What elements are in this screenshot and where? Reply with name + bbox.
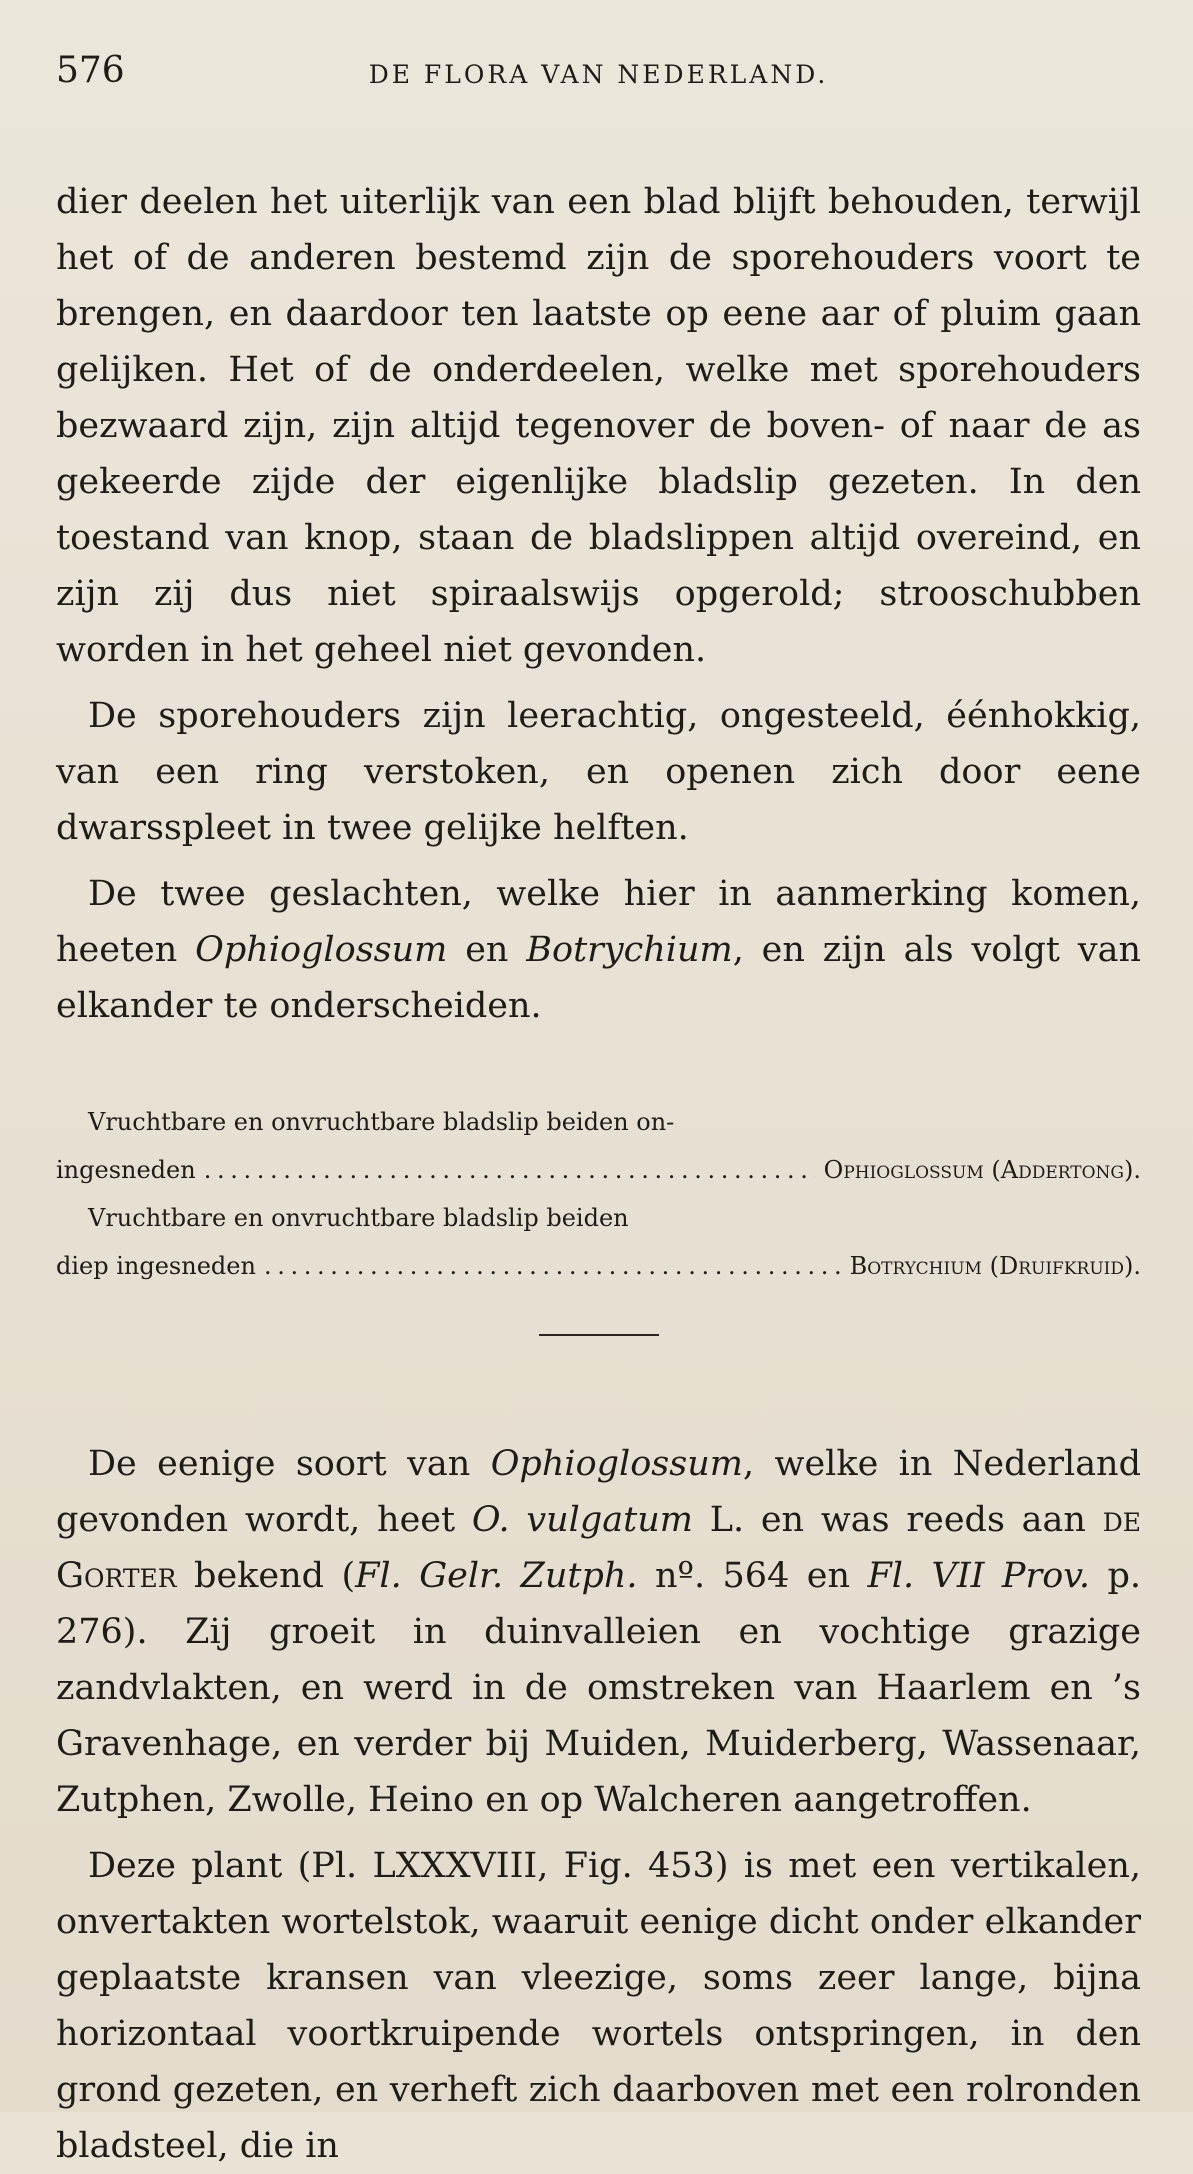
- dot-leader: [264, 1242, 842, 1290]
- key-entry-line: [56, 1146, 1141, 1194]
- key-entry-text: Vruchtbare en onvruchtbare bladslip beiden: [88, 1204, 629, 1232]
- running-head: [56, 40, 1141, 100]
- key-entry-result: Ophioglossum (Addertong).: [823, 1156, 1141, 1184]
- text-run: nº. 564 en: [637, 1556, 868, 1596]
- author-name: de Gorter: [56, 1500, 1141, 1596]
- genus-name-botrychium: Botrychium: [526, 930, 733, 970]
- text-run: L. en was reeds aan: [692, 1500, 1103, 1540]
- text-run: , en zijn als volgt van elkander te onderscheiden.: [56, 930, 1141, 1026]
- text-run: , welke in Nederland gevonden wordt, heet: [56, 1444, 1142, 1540]
- section-divider: [539, 1334, 659, 1336]
- species-name: O. vulgatum: [471, 1500, 693, 1540]
- identification-key: [56, 1098, 1141, 1290]
- key-entry: [56, 1098, 1141, 1194]
- text-run: De eenige soort van: [88, 1444, 491, 1484]
- key-entry-continuation: diep ingesneden: [56, 1252, 256, 1280]
- paragraph-plant-description: Deze plant (Pl. LXXXVIII, Fig. 453) is met een vertikalen, onvertakten wortelstok, waaruit eenige dicht onder elkander geplaatste kransen van vleezige, soms zeer lange, bijna horizontaal voortkruipende wortels ontspringen, in den grond gezeten, en verheft zich daarboven met een rolronden bladsteel, die in: [56, 1846, 1141, 2166]
- text-run: en: [447, 930, 527, 970]
- page-number: 576: [56, 50, 125, 91]
- paragraph-ophioglossum-vulgatum: [56, 1436, 1141, 1828]
- reference-title: Fl. VII Prov.: [867, 1556, 1091, 1596]
- genus-name-ophioglossum: Ophioglossum: [195, 930, 448, 970]
- key-entry-text: Vruchtbare en onvruchtbare bladslip beiden on-: [88, 1108, 675, 1136]
- text-run: De twee geslachten, welke hier in aanmerking komen, heeten: [56, 874, 1141, 970]
- paragraph-genera-intro: [56, 866, 1141, 1034]
- genus-name: Ophioglossum: [490, 1444, 743, 1484]
- reference-title: Fl. Gelr. Zutph.: [355, 1556, 638, 1596]
- dot-leader: [204, 1146, 816, 1194]
- paragraph-leaf-structure: dier deelen het uiterlijk van een blad blijft behouden, terwijl het of de anderen bestemd zijn de sporehouders voort te brengen, en daardoor ten laatste op eene aar of pluim gaan gelijken. Het of de onderdeelen, welke met sporehouders bezwaard zijn, zijn altijd tegenover de boven- of naar de as gekeerde zijde der eigenlijke bladslip gezeten. In den toestand van knop, staan de bladslippen altijd overeind, en zijn zij dus niet spiraalswijs opgerold; strooschubben worden in het geheel niet gevonden.: [56, 182, 1141, 670]
- paragraph-sporehouders: De sporehouders zijn leerachtig, ongesteeld, éénhokkig, van een ring verstoken, en openen zich door eene dwarsspleet in twee gelijke helften.: [56, 696, 1141, 848]
- key-entry: [56, 1194, 1141, 1290]
- key-entry-continuation: ingesneden: [56, 1156, 196, 1184]
- text-run: p. 276). Zij groeit in duinvalleien en vochtige grazige zandvlakten, en werd in de omstreken van Haarlem en ’s Gravenhage, en verder bij Muiden, Muiderberg, Wassenaar, Zutphen, Zwolle, Heino en op Walcheren aangetroffen.: [56, 1556, 1142, 1820]
- running-title: DE FLORA VAN NEDERLAND.: [368, 60, 829, 89]
- text-run: bekend (: [176, 1556, 356, 1596]
- key-entry-line: [56, 1242, 1141, 1290]
- key-entry-result: Botrychium (Druifkruid).: [849, 1252, 1141, 1280]
